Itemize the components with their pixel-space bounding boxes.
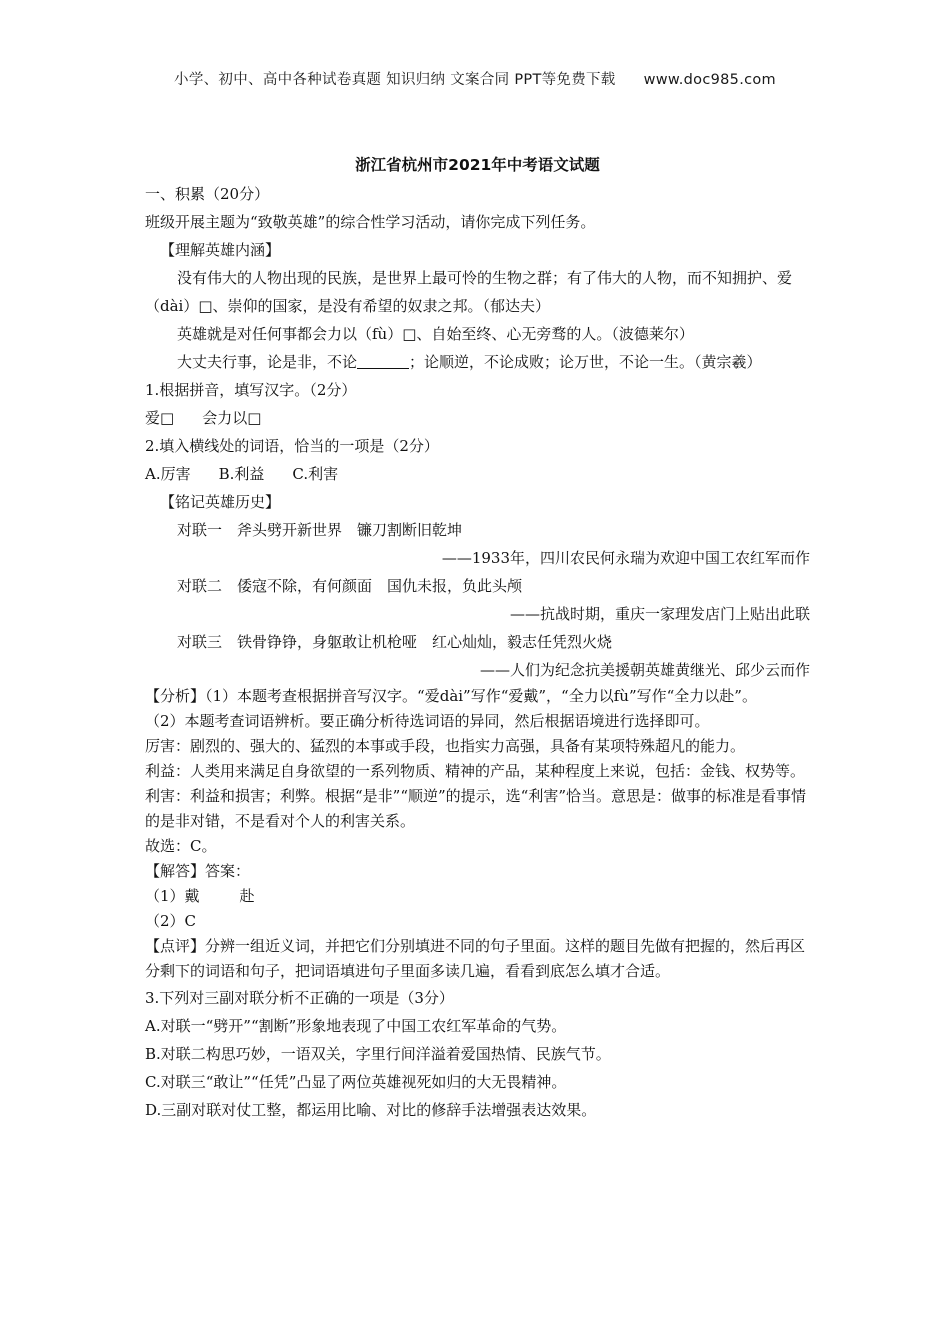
couplet-label: 对联三	[177, 633, 223, 651]
header-site: www.doc985.com	[643, 72, 776, 88]
q2-option: C.利害	[292, 465, 339, 483]
header-text: 小学、初中、高中各种试卷真题 知识归纳 文案合同 PPT等免费下载	[174, 72, 616, 88]
part2-heading: 【铭记英雄历史】	[160, 493, 281, 511]
solution-2: （2）C	[145, 912, 197, 930]
fill-blank	[357, 354, 409, 369]
q1-item: 会力以□	[202, 409, 262, 427]
couplet-1	[145, 516, 810, 544]
analysis-5: 利害：利益和损害；利弊。根据“是非”“顺逆”的提示，选“利害”恰当。意思是：做事的标准是看事情的是非对错，不是看对个人的利害关系。	[145, 787, 807, 830]
couplet-2-source: ——抗战时期，重庆一家理发店门上贴出此联	[509, 605, 810, 623]
couplet-text: 铁骨铮铮，身躯敢让机枪哑 红心灿灿，毅志任凭烈火烧	[237, 633, 613, 651]
couplet-text: 倭寇不除，有何颜面 国仇未报，负此头颅	[237, 577, 523, 595]
page-header	[0, 68, 950, 89]
couplet-3-source: ——人们为纪念抗美援朝英雄黄继光、邱少云而作	[479, 661, 810, 679]
couplet-3	[145, 628, 810, 656]
question-1: 1.根据拼音，填写汉字。（2分）	[145, 381, 357, 399]
question-2: 2.填入横线处的词语，恰当的一项是（2分）	[145, 437, 439, 455]
solution-1-a: （1）戴	[145, 887, 200, 905]
couplet-text: 斧头劈开新世界 镰刀割断旧乾坤	[237, 521, 463, 539]
couplet-2	[145, 572, 810, 600]
comment: 【点评】分辨一组近义词，并把它们分别填进不同的句子里面。这样的题目先做有把握的，然后再区分剩下的词语和句子，把词语填进句子里面多读几遍，看看到底怎么填才合适。	[145, 937, 806, 980]
q2-option: A.厉害	[145, 465, 191, 483]
solution-1-b: 赴	[239, 887, 255, 905]
analysis-3: 厉害：剧烈的、强大的、猛烈的本事或手段，也指实力高强，具备有某项特殊超凡的能力。	[145, 737, 746, 755]
analysis-2: （2）本题考查词语辨析。要正确分析待选词语的异同，然后根据语境进行选择即可。	[145, 712, 710, 730]
q2-option: B.利益	[218, 465, 265, 483]
page-title: 浙江省杭州市2021年中考语文试题	[355, 156, 600, 174]
question-1-items	[145, 404, 810, 432]
section-heading: 一、积累（20分）	[145, 185, 270, 203]
quote-1: 没有伟大的人物出现的民族，是世界上最可怜的生物之群；有了伟大的人物，而不知拥护、爱（dài）□、崇仰的国家，是没有希望的奴隶之邦。（郁达夫）	[145, 269, 793, 315]
analysis-6: 故选：C。	[145, 837, 217, 855]
quote-3-a: 大丈夫行事，论是非，不论	[177, 353, 358, 371]
couplet-label: 对联一	[177, 521, 223, 539]
solution-1	[145, 884, 810, 909]
couplet-label: 对联二	[177, 577, 223, 595]
analysis-4: 利益：人类用来满足自身欲望的一系列物质、精神的产品，某种程度上来说，包括：金钱、权势等。	[145, 762, 806, 780]
document-body	[145, 150, 810, 1124]
q3-option-a: A.对联一“劈开”“割断”形象地表现了中国工农红军革命的气势。	[145, 1017, 567, 1035]
quote-3-b: ；论顺逆，不论成败；论万世，不论一生。（黄宗羲）	[409, 353, 762, 371]
analysis-1: 【分析】（1）本题考查根据拼音写汉字。“爱dài”写作“爱戴”，“全力以fù”写作“全力以赴”。	[145, 687, 757, 705]
q3-option-c: C.对联三“敢让”“任凭”凸显了两位英雄视死如归的大无畏精神。	[145, 1073, 567, 1091]
quote-3	[145, 348, 810, 376]
part1-heading: 【理解英雄内涵】	[160, 241, 281, 259]
solution-heading: 【解答】答案：	[145, 862, 251, 880]
question-2-options	[145, 460, 810, 488]
question-3: 3.下列对三副对联分析不正确的一项是（3分）	[145, 989, 454, 1007]
q3-option-b: B.对联二构思巧妙，一语双关，字里行间洋溢着爱国热情、民族气节。	[145, 1045, 611, 1063]
q1-item: 爱□	[145, 409, 175, 427]
couplet-1-source: ——1933年，四川农民何永瑞为欢迎中国工农红军而作	[441, 549, 810, 567]
intro-text: 班级开展主题为“致敬英雄”的综合性学习活动，请你完成下列任务。	[145, 213, 596, 231]
q3-option-d: D.三副对联对仗工整，都运用比喻、对比的修辞手法增强表达效果。	[145, 1101, 597, 1119]
quote-2: 英雄就是对任何事都会力以（fù）□、自始至终、心无旁骛的人。（波德莱尔）	[177, 325, 694, 343]
